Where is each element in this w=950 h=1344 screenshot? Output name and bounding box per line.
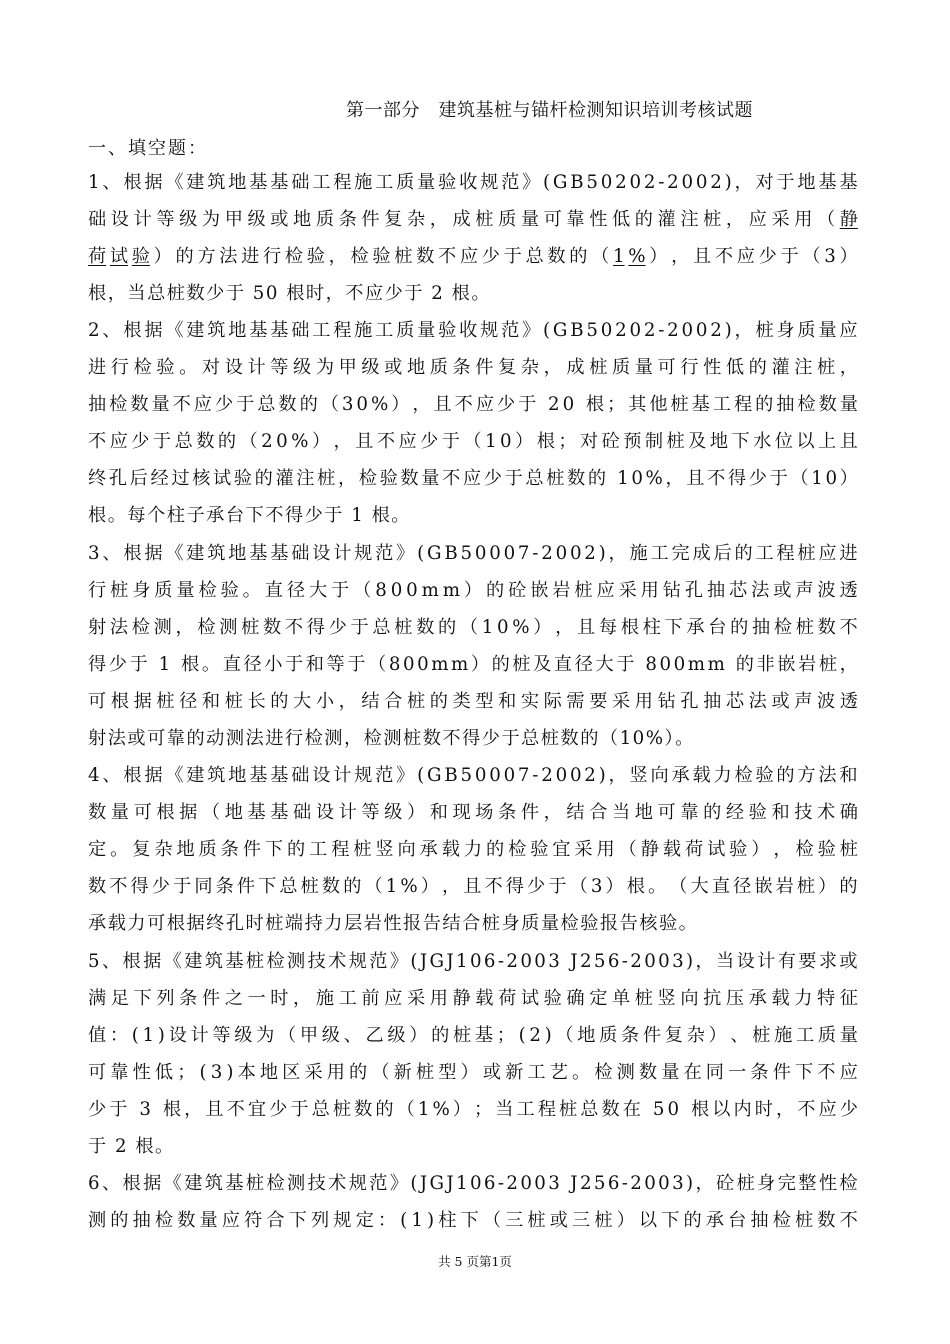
text-segment: 承载力可根据终孔时桩端持力层岩性报告结合桩身质量检验报告核验。 [88,913,699,934]
q5-line-6 [88,1134,858,1160]
q5-line-2: 满 足 下 列 条 件 之 一 时 ， 施 工 前 应 采 用 静 载 荷 试 验 确 定 单 桩 竖 向 抗 压 承 载 力 特 征 [88,988,858,1009]
q1-line-4 [88,281,858,307]
q5-line-3: 值 ： ( 1 ) 设 计 等 级 为 （ 甲 级 、 乙 级 ） 的 桩 基 ； ( 2 ) （ 地 质 条 件 复 杂 ） 、 桩 施 工 质 量 [88,1025,858,1046]
q2-line-4: 不 应 少 于 总 数 的 （ 2 0 % ） ， 且 不 应 少 于 （ 1 0 ） 根 ； 对 砼 预 制 桩 及 地 下 水 位 以 上 且 [88,431,858,452]
q1-line-3: 荷 试 验 ） 的 方 法 进 行 检 验 ， 检 验 桩 数 不 应 少 于 总 数 的 （ 1 % ） ， 且 不 应 少 于 （ 3 ） [88,246,858,267]
section-heading: 一、填空题： [88,138,208,159]
q2-line-1: 2 、 根 据 《 建 筑 地 基 基 础 工 程 施 工 质 量 验 收 规 范 》 ( G B 5 0 2 0 2 - 2 0 0 2 ) ， 桩 身 质 量 应 [88,320,858,341]
q2-line-5: 终 孔 后 经 过 核 试 验 的 灌 注 桩 ， 检 验 数 量 不 应 少 于 总 桩 数 的 1 0 % ， 且 不 得 少 于 （ 1 0 ） [88,468,858,489]
q2-line-2: 进 行 检 验 。 对 设 计 等 级 为 甲 级 或 地 质 条 件 复 杂 ， 成 桩 质 量 可 行 性 低 的 灌 注 桩 ， [88,357,858,378]
q4-line-1: 4 、 根 据 《 建 筑 地 基 基 础 设 计 规 范 》 ( G B 5 0 0 0 7 - 2 0 0 2 ) ， 竖 向 承 载 力 检 验 的 方 法 和 [88,765,858,786]
q3-line-5: 可 根 据 桩 径 和 桩 长 的 大 小 ， 结 合 桩 的 类 型 和 实 际 需 要 采 用 钻 孔 抽 芯 法 或 声 波 透 [88,691,858,712]
q3-line-2: 行 桩 身 质 量 检 验 。 直 径 大 于 （ 8 0 0 m m ） 的 砼 嵌 岩 桩 应 采 用 钻 孔 抽 芯 法 或 声 波 透 [88,580,858,601]
q4-line-2: 数 量 可 根 据 （ 地 基 基 础 设 计 等 级 ） 和 现 场 条 件 ， 结 合 当 地 可 靠 的 经 验 和 技 术 确 [88,802,858,823]
page-title: 第一部分 建筑基桩与锚杆检测知识培训考核试题 [346,100,753,121]
q3-line-3: 射 法 检 测 ， 检 测 桩 数 不 得 少 于 总 桩 数 的 （ 1 0 % ） ， 且 每 根 柱 下 承 台 的 抽 检 桩 数 不 [88,617,858,638]
q5-line-4: 可 靠 性 低 ； ( 3 ) 本 地 区 采 用 的 （ 新 桩 型 ） 或 新 工 艺 。 检 测 数 量 在 同 一 条 件 下 不 应 [88,1062,858,1083]
q5-line-5: 少 于 3 根 ， 且 不 宜 少 于 总 桩 数 的 （ 1 % ） ； 当 工 程 桩 总 数 在 5 0 根 以 内 时 ， 不 应 少 [88,1099,858,1120]
q1-line-1: 1 、 根 据 《 建 筑 地 基 基 础 工 程 施 工 质 量 验 收 规 范 》 ( G B 5 0 2 0 2 - 2 0 0 2 ) ， 对 于 地 基 基 [88,172,858,193]
q5-line-1: 5 、 根 据 《 建 筑 基 桩 检 测 技 术 规 范 》 ( J G J 1 0 6 - 2 0 0 3 J 2 5 6 - 2 0 0 3 ) ， 当 设 计 有 要 求 或 [88,951,858,972]
page-footer: 共 5 页第1页 [438,1254,512,1269]
q6-line-2: 测 的 抽 检 数 量 应 符 合 下 列 规 定 ： ( 1 ) 柱 下 （ 三 桩 或 三 桩 ） 以 下 的 承 台 抽 检 桩 数 不 [88,1210,858,1231]
q1-line-2: 础 设 计 等 级 为 甲 级 或 地 质 条 件 复 杂 ， 成 桩 质 量 可 靠 性 低 的 灌 注 桩 ， 应 采 用 （ 静 [88,209,858,230]
q4-line-5 [88,911,858,937]
text-segment: 根，当总桩数少于 50 根时，不应少于 2 根。 [88,283,492,304]
q3-line-4: 得 少 于 1 根 。 直 径 小 于 和 等 于 （ 8 0 0 m m ） 的 桩 及 直 径 大 于 8 0 0 m m 的 非 嵌 岩 桩 ， [88,654,858,675]
q2-line-6 [88,503,858,529]
q4-line-4: 数 不 得 少 于 同 条 件 下 总 桩 数 的 （ 1 % ） ， 且 不 得 少 于 （ 3 ） 根 。 （ 大 直 径 嵌 岩 桩 ） 的 [88,876,858,897]
q6-line-1: 6 、 根 据 《 建 筑 基 桩 检 测 技 术 规 范 》 ( J G J 1 0 6 - 2 0 0 3 J 2 5 6 - 2 0 0 3 ) ， 砼 桩 身 完 整 性 检 [88,1173,858,1194]
q3-line-1: 3 、 根 据 《 建 筑 地 基 基 础 设 计 规 范 》 ( G B 5 0 0 0 7 - 2 0 0 2 ) ， 施 工 完 成 后 的 工 程 桩 应 进 [88,543,858,564]
q4-line-3: 定 。 复 杂 地 质 条 件 下 的 工 程 桩 竖 向 承 载 力 的 检 验 宜 采 用 （ 静 载 荷 试 验 ） ， 检 验 桩 [88,839,858,860]
text-segment: 射法或可靠的动测法进行检测，检测桩数不得少于总桩数的（10%）。 [88,728,695,749]
text-segment: 于 2 根。 [88,1136,175,1157]
q2-line-3: 抽 检 数 量 不 应 少 于 总 数 的 （ 3 0 % ） ， 且 不 应 少 于 2 0 根 ； 其 他 桩 基 工 程 的 抽 检 数 量 [88,394,858,415]
q3-line-6 [88,726,858,752]
text-segment: 根。每个柱子承台下不得少于 1 根。 [88,505,411,526]
